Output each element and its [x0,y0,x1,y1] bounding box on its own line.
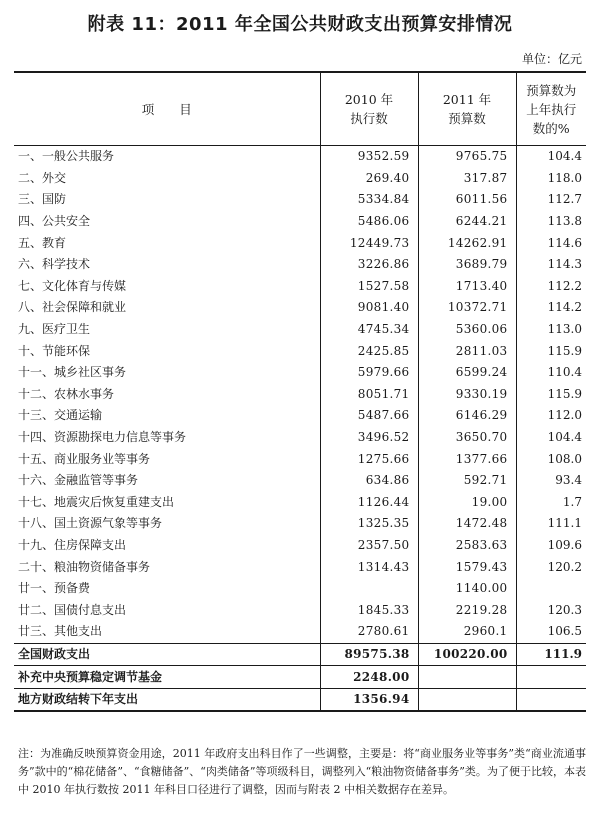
row-name: 十八、国土资源气象等事务 [18,516,163,531]
row-name: 十三、交通运输 [18,408,103,423]
table-row [14,492,586,514]
table-row [14,254,586,276]
row-name: 十九、住房保障支出 [18,537,127,552]
row-name: 三、国防 [18,192,67,207]
row-budget-2011: 1713.40 [418,276,516,298]
row-exec-2010: 269.40 [320,168,418,190]
row-percent: 104.4 [516,146,586,168]
row-percent: 113.8 [516,211,586,233]
header-exec-2010: 2010 年 执行数 [320,72,418,146]
row-exec-2010: 5486.06 [320,211,418,233]
row-exec-2010: 9352.59 [320,146,418,168]
page-title: 附表 11：2011 年全国公共财政支出预算安排情况 [87,14,513,35]
row-budget-2011: 6011.56 [418,189,516,211]
row-exec-2010: 1126.44 [320,492,418,514]
table-row [14,362,586,384]
total-name: 全国财政支出 [14,643,320,666]
extra-name: 地方财政结转下年支出 [14,688,320,711]
row-budget-2011: 1579.43 [418,556,516,578]
row-budget-2011: 317.87 [418,168,516,190]
row-percent: 106.5 [516,621,586,643]
extra-row [14,666,586,689]
row-name: 九、医疗卫生 [18,322,91,337]
row-budget-2011: 2960.1 [418,621,516,643]
row-name: 十四、资源勘探电力信息等事务 [18,430,187,445]
row-exec-2010: 1325.35 [320,513,418,535]
row-percent: 118.0 [516,168,586,190]
table-row [14,319,586,341]
table-row [14,211,586,233]
row-exec-2010: 3496.52 [320,427,418,449]
row-exec-2010: 5487.66 [320,405,418,427]
row-percent: 93.4 [516,470,586,492]
total-row [14,643,586,666]
table-row [14,535,586,557]
row-budget-2011: 6146.29 [418,405,516,427]
header-row [14,72,586,146]
row-budget-2011: 10372.71 [418,297,516,319]
row-percent: 112.0 [516,405,586,427]
extra-exec-2010: 2248.00 [320,666,418,689]
row-exec-2010: 634.86 [320,470,418,492]
table-row [14,232,586,254]
row-budget-2011: 592.71 [418,470,516,492]
extra-budget-2011 [418,666,516,689]
row-name: 十六、金融监管等事务 [18,473,139,488]
row-budget-2011: 14262.91 [418,232,516,254]
row-name: 廿三、其他支出 [18,624,103,639]
row-exec-2010: 2780.61 [320,621,418,643]
extra-budget-2011 [418,688,516,711]
total-budget-2011: 100220.00 [418,643,516,666]
row-budget-2011: 3650.70 [418,427,516,449]
row-percent: 114.2 [516,297,586,319]
row-budget-2011: 1472.48 [418,513,516,535]
table-row [14,297,586,319]
row-percent: 113.0 [516,319,586,341]
table-row [14,556,586,578]
header-percent: 预算数为 上年执行 数的% [516,72,586,146]
row-percent: 114.6 [516,232,586,254]
row-name: 七、文化体育与传媒 [18,278,127,293]
table-row [14,340,586,362]
row-budget-2011: 9330.19 [418,384,516,406]
table-row [14,427,586,449]
row-percent: 1.7 [516,492,586,514]
row-budget-2011: 2583.63 [418,535,516,557]
header-item: 项 目 [14,72,320,146]
row-percent: 104.4 [516,427,586,449]
row-name: 十五、商业服务业等事务 [18,451,151,466]
row-exec-2010: 3226.86 [320,254,418,276]
row-exec-2010: 2357.50 [320,535,418,557]
row-name: 十二、农林水事务 [18,386,115,401]
row-exec-2010: 1275.66 [320,448,418,470]
row-budget-2011: 1140.00 [418,578,516,600]
row-percent: 120.3 [516,599,586,621]
table-row [14,578,586,600]
extra-exec-2010: 1356.94 [320,688,418,711]
row-percent: 110.4 [516,362,586,384]
row-percent: 112.7 [516,189,586,211]
table-row [14,513,586,535]
row-name: 十、节能环保 [18,343,91,358]
row-name: 二十、粮油物资储备事务 [18,559,151,574]
row-budget-2011: 6599.24 [418,362,516,384]
row-percent: 115.9 [516,384,586,406]
row-name: 八、社会保障和就业 [18,300,127,315]
extra-name: 补充中央预算稳定调节基金 [14,666,320,689]
row-name: 廿二、国债付息支出 [18,602,127,617]
row-budget-2011: 2219.28 [418,599,516,621]
row-budget-2011: 1377.66 [418,448,516,470]
row-exec-2010: 4745.34 [320,319,418,341]
row-name: 十七、地震灾后恢复重建支出 [18,494,175,509]
row-budget-2011: 2811.03 [418,340,516,362]
row-name: 四、公共安全 [18,214,91,229]
row-exec-2010: 1527.58 [320,276,418,298]
row-budget-2011: 5360.06 [418,319,516,341]
footnote: 注：为准确反映预算资金用途，2011 年政府支出科目作了一些调整，主要是：将“商业服务业等事务”类“商业流通事务”款中的“棉花储备”、“食糖储备”、“肉类储备”等项级科目，调整列入“粮油物资储备事务”类。为了便于比较，本表中 2010 年执行数按 2011 年科目口径进行了调整，因而与附表 2 中相关数据存在差异。 [18,747,586,796]
row-exec-2010: 9081.40 [320,297,418,319]
table-row [14,448,586,470]
row-name: 十一、城乡社区事务 [18,365,127,380]
row-exec-2010: 2425.85 [320,340,418,362]
row-name: 廿一、预备费 [18,581,91,596]
row-percent: 115.9 [516,340,586,362]
row-exec-2010: 1845.33 [320,599,418,621]
row-budget-2011: 3689.79 [418,254,516,276]
row-budget-2011: 19.00 [418,492,516,514]
table-row [14,405,586,427]
row-exec-2010: 8051.71 [320,384,418,406]
row-name: 五、教育 [18,235,67,250]
total-percent: 111.9 [516,643,586,666]
row-exec-2010 [320,578,418,600]
row-percent: 114.3 [516,254,586,276]
total-exec-2010: 89575.38 [320,643,418,666]
header-budget-2011: 2011 年 预算数 [418,72,516,146]
table-row [14,146,586,168]
row-percent: 112.2 [516,276,586,298]
row-name: 一、一般公共服务 [18,149,115,164]
extra-row [14,688,586,711]
row-name: 二、外交 [18,170,67,185]
budget-table [14,71,586,712]
row-percent: 109.6 [516,535,586,557]
extra-percent [516,666,586,689]
row-budget-2011: 9765.75 [418,146,516,168]
row-percent [516,578,586,600]
table-row [14,599,586,621]
table-row [14,276,586,298]
table-row [14,470,586,492]
row-exec-2010: 5334.84 [320,189,418,211]
table-row [14,384,586,406]
row-exec-2010: 1314.43 [320,556,418,578]
unit-label: 单位：亿元 [521,52,582,66]
row-percent: 111.1 [516,513,586,535]
table-row [14,621,586,643]
row-exec-2010: 5979.66 [320,362,418,384]
row-exec-2010: 12449.73 [320,232,418,254]
row-budget-2011: 6244.21 [418,211,516,233]
extra-percent [516,688,586,711]
row-name: 六、科学技术 [18,257,91,272]
table-row [14,168,586,190]
row-percent: 108.0 [516,448,586,470]
row-percent: 120.2 [516,556,586,578]
table-row [14,189,586,211]
